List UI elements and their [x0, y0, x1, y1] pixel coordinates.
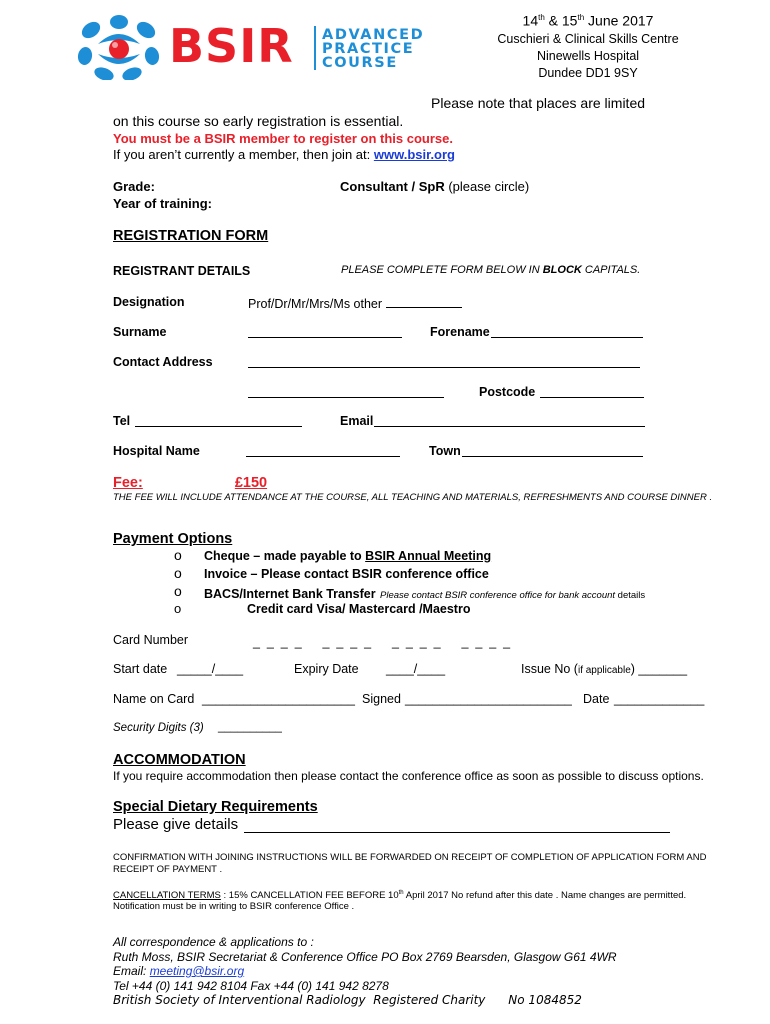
date-field[interactable]: _____________: [614, 692, 705, 706]
bsir-logo: [76, 14, 425, 82]
name-on-card-field[interactable]: ______________________: [202, 692, 355, 706]
tel-label: Tel: [113, 414, 131, 428]
payment-option-invoice[interactable]: Invoice – Please contact BSIR conference office: [204, 567, 489, 581]
footer-correspondence: All correspondence & applications to :: [113, 935, 314, 949]
town-label: Town: [429, 444, 461, 458]
block-capitals-instruction: PLEASE COMPLETE FORM BELOW IN BLOCK CAPITALS.: [341, 264, 641, 276]
registration-form-title: REGISTRATION FORM: [113, 228, 269, 244]
postcode-field[interactable]: [540, 385, 644, 398]
date-label: Date: [583, 692, 610, 706]
fee-amount: £150: [234, 475, 268, 491]
places-note-line2: on this course so early registration is essential.: [113, 113, 404, 129]
issue-no-field[interactable]: Issue No (if applicable) _______: [521, 662, 688, 676]
designation-other-line[interactable]: [386, 295, 462, 308]
security-digits-field[interactable]: __________: [218, 721, 282, 733]
logo-word-advanced: ADVANCED: [322, 27, 425, 43]
fee-label: Fee: £150: [113, 475, 268, 491]
surname-field[interactable]: [248, 325, 402, 338]
bsir-swirl-icon: [76, 14, 162, 80]
postcode-label: Postcode: [479, 385, 536, 399]
designation-label: Designation: [113, 295, 185, 309]
hospital-name-label: Hospital Name: [113, 444, 200, 458]
security-digits-label: Security Digits (3): [113, 722, 204, 734]
email-field[interactable]: [374, 414, 645, 427]
payment-bullet-3: o: [174, 583, 182, 599]
expiry-date-field[interactable]: ____/____: [386, 662, 446, 676]
join-text: If you aren’t currently a member, then join at: www.bsir.org: [113, 147, 456, 162]
footer-charity: British Society of Interventional Radiology Registered Charity No 1084852: [113, 993, 582, 1007]
forename-field[interactable]: [491, 325, 643, 338]
surname-label: Surname: [113, 325, 167, 339]
expiry-date-label: Expiry Date: [294, 662, 359, 676]
accommodation-title: ACCOMMODATION: [113, 752, 246, 768]
forename-label: Forename: [430, 325, 490, 339]
address-line-2-field[interactable]: [248, 385, 444, 398]
tel-field[interactable]: [135, 414, 302, 427]
logo-word-practice: PRACTICE: [322, 41, 415, 57]
cancellation-notice-line2: Notification must be in writing to BSIR conference Office .: [113, 901, 355, 912]
year-of-training-label: Year of training:: [113, 196, 212, 211]
grade-options[interactable]: Consultant / SpR (please circle): [340, 179, 530, 194]
logo-word-course: COURSE: [322, 55, 398, 71]
places-note-line1: Please note that places are limited: [431, 95, 646, 111]
fee-note: THE FEE WILL INCLUDE ATTENDANCE AT THE COURSE, ALL TEACHING AND MATERIALS, REFRESHMENTS AND COURSE DINNER .: [113, 492, 713, 503]
dietary-prompt: Please give details: [113, 816, 239, 833]
bsir-website-link[interactable]: www.bsir.org: [373, 147, 456, 162]
dietary-details-field[interactable]: [244, 832, 670, 833]
member-warning: You must be a BSIR member to register on this course.: [113, 131, 453, 146]
venue-block: [470, 8, 706, 82]
card-number-label: Card Number: [113, 633, 189, 647]
card-number-field[interactable]: _ _ _ _ _ _ _ _ _ _ _ _ _ _ _ _: [253, 635, 511, 649]
name-on-card-label: Name on Card: [113, 692, 195, 706]
footer-address: Ruth Moss, BSIR Secretariat & Conference Office PO Box 2769 Bearsden, Glasgow G61 4WR: [113, 949, 617, 964]
address-line-1-field[interactable]: [248, 355, 640, 368]
footer-block: [113, 935, 617, 993]
grade-label: Grade:: [113, 179, 155, 194]
payment-options-title: Payment Options: [113, 531, 233, 547]
payment-bullet-1: o: [174, 547, 182, 563]
payment-option-cheque[interactable]: Cheque – made payable to BSIR Annual Meeting: [204, 549, 492, 563]
payment-bullet-4: o: [174, 601, 182, 616]
logo-bsir-text: BSIR: [169, 19, 294, 73]
payment-bullet-2: o: [174, 565, 182, 581]
contact-address-label: Contact Address: [113, 355, 213, 369]
designation-field[interactable]: Prof/Dr/Mr/Mrs/Ms other: [248, 295, 462, 311]
payment-option-bacs[interactable]: BACS/Internet Bank Transfer Please contact BSIR conference office for bank account details: [204, 587, 646, 601]
footer-email-link[interactable]: meeting@bsir.org: [149, 964, 245, 978]
logo-divider: [314, 26, 316, 70]
venue-line-3: Dundee DD1 9SY: [538, 65, 638, 80]
signed-label: Signed: [362, 692, 401, 706]
venue-line-1: Cuschieri & Clinical Skills Centre: [497, 31, 679, 46]
venue-line-2: Ninewells Hospital: [536, 48, 640, 63]
hospital-name-field[interactable]: [246, 444, 400, 457]
logo-course-words: [322, 28, 424, 70]
footer-phone: Tel +44 (0) 141 942 8104 Fax +44 (0) 141 942 8278: [113, 978, 389, 993]
accommodation-text: If you require accommodation then please contact the conference office as soon as possible to discuss options.: [113, 769, 704, 783]
start-date-field[interactable]: _____/____: [177, 662, 244, 676]
payment-option-credit-card[interactable]: Credit card Visa/ Mastercard /Maestro: [247, 602, 471, 616]
start-date-label: Start date: [113, 662, 168, 676]
dietary-title: Special Dietary Requirements: [113, 799, 318, 815]
cancellation-notice: CANCELLATION TERMS : 15% CANCELLATION FEE BEFORE 10th April 2017 No refund after this date . Name changes are permitted.: [113, 890, 687, 902]
signed-field[interactable]: ________________________: [405, 692, 572, 706]
registrant-details-label: REGISTRANT DETAILS: [113, 264, 251, 278]
course-date: 14th & 15th June 2017: [522, 12, 654, 29]
town-field[interactable]: [462, 444, 643, 457]
email-label: Email: [340, 414, 374, 428]
footer-email-line: Email: meeting@bsir.org: [113, 964, 245, 978]
confirmation-notice: CONFIRMATION WITH JOINING INSTRUCTIONS WILL BE FORWARDED ON RECEIPT OF COMPLETION OF APPLICATION FORM AND RECEIPT OF PAYMENT .: [113, 852, 707, 875]
